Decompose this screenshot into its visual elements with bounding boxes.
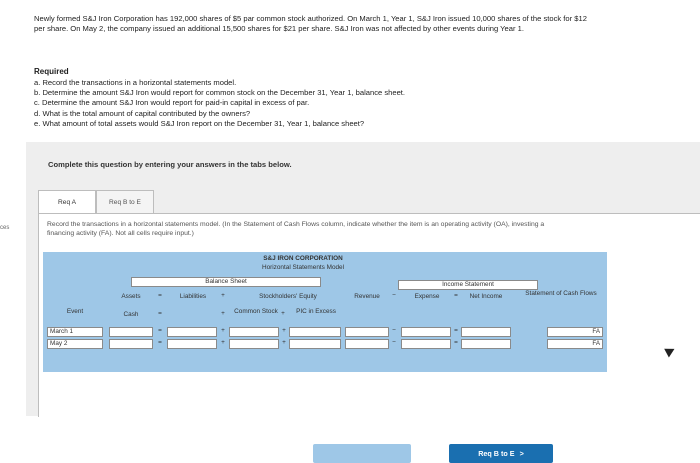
plus-symbol: + [221,292,225,299]
row2-minus: − [392,339,396,346]
tab-bar [38,190,154,214]
question-panel [26,142,700,458]
minus-symbol: − [392,292,396,299]
prev-button-disabled [313,444,411,463]
problem-statement [34,14,594,35]
row2-equals: = [158,339,162,346]
requirements-list [34,78,594,129]
balance-sheet-header: Balance Sheet [205,278,247,285]
cash-header: Cash [123,311,139,318]
tab-content [38,213,700,458]
event-cell-may-2: May 2 [47,339,103,349]
common-stock-input-march-1[interactable] [229,327,279,337]
pic-input-may-2[interactable] [289,339,341,349]
requirement-e: e. What amount of total assets would S&J Iron report on the December 31, Year 1, balance sheet? [34,118,365,128]
row1-equals-2: = [454,327,458,334]
revenue-input-march-1[interactable] [345,327,389,337]
chevron-right-icon: > [519,449,524,458]
common-stock-input-may-2[interactable] [229,339,279,349]
left-edge-text: ces [0,225,10,231]
assets-header: Assets [121,293,141,300]
cash-input-may-2[interactable] [109,339,153,349]
statement-of-cash-flows-header: Statement of Cash Flows [525,290,597,297]
row1-equals: = [158,327,162,334]
expense-header: Expense [414,293,440,300]
net-income-input-may-2[interactable] [461,339,511,349]
income-statement-header: Income Statement [442,281,494,288]
panel-instruction: Complete this question by entering your answers in the tabs below. [48,160,292,169]
record-instruction-line1: Record the transactions in a horizontal statements model. (In the Statement of Cash Flows column, indicate whether the item is an operating activity (OA), investing a [47,221,545,228]
problem-paragraph: Newly formed S&J Iron Corporation has 192,000 shares of $5 par common stock authorized. On March 1, Year 1, S&J Iron issued 10,000 shares of the stock for $12 per share. On May 2, the company issued an additional 15,500 shares for $21 per share. S&J Iron was not affected by other events during Year 1. [34,14,587,34]
required-heading: Required [34,67,69,76]
tab-req-a[interactable]: Req A [38,190,96,214]
liabilities-header: Liabilities [179,293,207,300]
pic-input-march-1[interactable] [289,327,341,337]
company-title: S&J IRON CORPORATION [263,255,343,262]
row2-equals-2: = [454,339,458,346]
plus-symbol-2: + [221,310,225,317]
model-title: Horizontal Statements Model [261,264,345,271]
equals-symbol-2: = [454,292,458,299]
row1-minus: − [392,327,396,334]
cash-flow-input-march-1[interactable]: FA [547,327,603,337]
equals-symbol: = [158,292,162,299]
record-instruction-line2: financing activity (FA). Not all cells require input.) [47,230,194,237]
liabilities-input-may-2[interactable] [167,339,217,349]
net-income-header: Net Income [469,293,503,300]
expense-input-may-2[interactable] [401,339,451,349]
row2-plus: + [221,339,225,346]
requirement-c: c. Determine the amount S&J Iron would report for paid-in capital in excess of par. [34,98,310,108]
stockholders-equity-header: Stockholders' Equity [259,293,317,300]
row1-plus: + [221,327,225,334]
horizontal-statements-table [43,252,607,372]
revenue-input-may-2[interactable] [345,339,389,349]
net-income-input-march-1[interactable] [461,327,511,337]
equals-symbol-3: = [158,310,162,317]
row2-plus-2: + [282,339,286,346]
requirement-d: d. What is the total amount of capital contributed by the owners? [34,108,251,118]
next-req-label: Req B to E [478,449,515,458]
liabilities-input-march-1[interactable] [167,327,217,337]
pic-in-excess-header: PIC in Excess [296,308,336,315]
requirement-b: b. Determine the amount S&J Iron would report for common stock on the December 31, Year 1, balance sheet. [34,88,406,98]
cash-flow-input-may-2[interactable]: FA [547,339,603,349]
record-instruction [47,220,700,238]
plus-symbol-3: + [281,310,285,317]
event-cell-march-1: March 1 [47,327,103,337]
common-stock-header: Common Stock [234,308,278,315]
next-req-button[interactable] [449,444,553,463]
row1-plus-2: + [282,327,286,334]
revenue-header: Revenue [354,293,380,300]
event-header: Event [66,308,84,315]
tab-req-b-to-e[interactable]: Req B to E [96,190,154,214]
requirement-a: a. Record the transactions in a horizontal statements model. [34,78,237,87]
expense-input-march-1[interactable] [401,327,451,337]
cash-input-march-1[interactable] [109,327,153,337]
